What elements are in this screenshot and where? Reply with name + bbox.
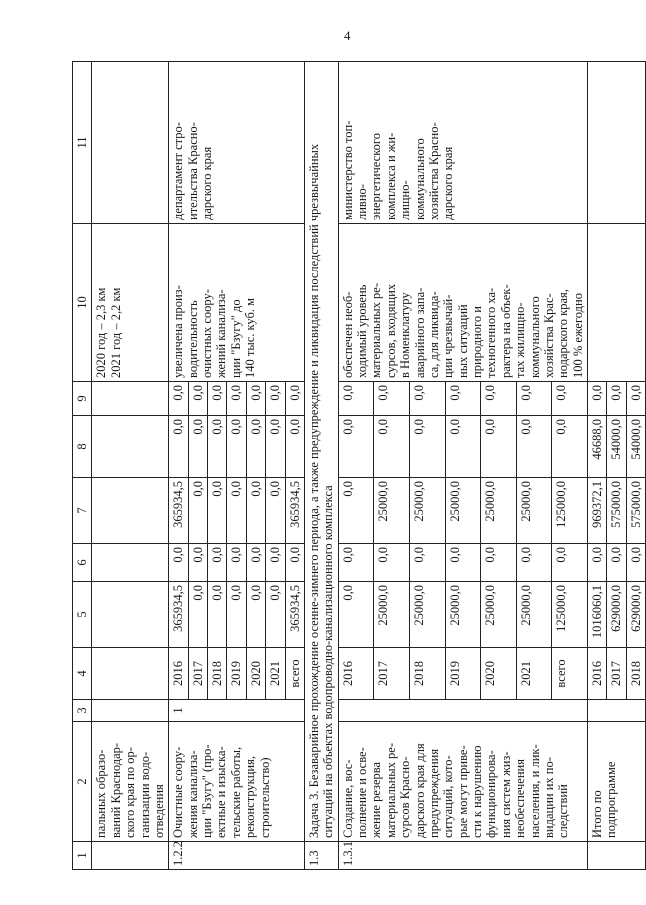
year-cell: 2017: [607, 648, 626, 700]
continuation-years-line: 2020 год – 2,3 км: [94, 287, 109, 378]
section-131-result-line: коммунального: [527, 296, 542, 378]
col7-cell: 0,0: [188, 478, 207, 544]
section-131-name-line: сурсов Красно-: [398, 756, 413, 838]
col5-cell: 0,0: [338, 582, 374, 648]
continuation-years-line: 2021 год – 2,2 км: [108, 287, 123, 378]
col5-cell: 0,0: [246, 582, 265, 648]
section-131-name: [338, 722, 587, 842]
col5-cell: 125000,0: [552, 582, 588, 648]
empty-cell: [92, 62, 169, 224]
rotated-table-area: [72, 62, 643, 870]
task3-text-line: ситуаций на объектах водопроводно-канализационного комплекса: [321, 485, 336, 838]
year-cell: всего: [285, 648, 304, 700]
section-131-result-line: обеспечен необ-: [340, 291, 355, 378]
section-131-row: [338, 62, 374, 870]
col5-cell: 25000,0: [409, 582, 445, 648]
section-131-name-line: рые могут приве-: [455, 745, 470, 838]
continuation-name-line: ского края по ор-: [123, 747, 138, 838]
section-122-executor-line: дарского края: [200, 146, 214, 220]
year-cell: 2020: [481, 648, 517, 700]
col7-cell: 125000,0: [552, 478, 588, 544]
total-label-line: Итого по: [590, 790, 604, 838]
section-131-name-line: ния систем жиз-: [498, 751, 513, 838]
page-number: 4: [344, 28, 351, 43]
section-122-result-line: ции "Бзугу" до: [228, 299, 243, 378]
section-131-result-line: тах жилищно-: [513, 302, 528, 378]
year-cell: 2016: [169, 648, 188, 700]
col8-cell: 0,0: [266, 416, 285, 478]
col7-cell: 25000,0: [481, 478, 517, 544]
col7-cell: 25000,0: [516, 478, 552, 544]
section-131-result-line: са, для ликвида-: [426, 291, 441, 378]
col9-cell: 0,0: [516, 382, 552, 416]
col5-cell: 365934,5: [169, 582, 188, 648]
total-row: [588, 62, 607, 870]
section-131-num: 1.3.1: [338, 842, 587, 870]
section-131-name-line: следствий: [556, 784, 571, 838]
section-131-name-line: дарского края для: [412, 743, 427, 838]
section-122-executor-line: департамент стро-: [171, 122, 186, 220]
col7-cell: 25000,0: [374, 478, 410, 544]
program-table: [72, 61, 646, 870]
col6-cell: 0,0: [626, 544, 645, 582]
column-header: 5: [73, 582, 92, 648]
year-cell: 2016: [338, 648, 374, 700]
section-122-name-line: ектные и изыска-: [214, 746, 229, 838]
section-131-result-line: материальных ре-: [369, 282, 384, 378]
col9-cell: 0,0: [208, 382, 227, 416]
section-122-row: [169, 62, 188, 870]
empty-cell: [92, 416, 169, 478]
column-header: 10: [73, 224, 92, 382]
section-131-executor-line: лищно-: [398, 180, 413, 220]
col6-cell: 0,0: [227, 544, 246, 582]
column-header: 8: [73, 416, 92, 478]
year-cell: 2020: [246, 648, 265, 700]
total-executor: [588, 62, 646, 224]
section-122-result-line: водительность: [185, 300, 200, 378]
section-122-name-line: Очистные соору-: [171, 746, 186, 838]
col8-cell: 0,0: [409, 416, 445, 478]
col7-cell: 365934,5: [169, 478, 188, 544]
section-131-executor-line: ливно-: [355, 184, 369, 220]
total-label: [588, 722, 646, 842]
col8-cell: 0,0: [227, 416, 246, 478]
section-131-name-line: видации их по-: [541, 757, 556, 838]
col9-cell: 0,0: [338, 382, 374, 416]
continuation-name-line: пальных образо-: [94, 749, 109, 838]
col9-cell: 0,0: [374, 382, 410, 416]
col7-cell: 25000,0: [445, 478, 481, 544]
section-131-result-line: в Номенклатуру: [398, 292, 413, 378]
col8-cell: 0,0: [208, 416, 227, 478]
section-131-result-line: нодарского края,: [556, 289, 571, 378]
year-cell: 2021: [516, 648, 552, 700]
section-131-name-line: полнение и осве-: [355, 747, 369, 838]
col8-cell: 0,0: [552, 416, 588, 478]
col6-cell: 0,0: [338, 544, 374, 582]
col5-cell: 0,0: [188, 582, 207, 648]
year-cell: 2018: [208, 648, 227, 700]
col7-cell: 0,0: [208, 478, 227, 544]
col6-cell: 0,0: [552, 544, 588, 582]
col7-cell: 25000,0: [409, 478, 445, 544]
section-122-name-line: ции "Бзугу" (про-: [200, 744, 214, 838]
col5-cell: 25000,0: [374, 582, 410, 648]
section-131-name-line: населения, и лик-: [527, 744, 542, 838]
section-131-result-line: ных ситуаций: [455, 304, 470, 378]
section-131-executor-line: дарского края: [441, 146, 456, 220]
column-header: 4: [73, 648, 92, 700]
section-131-name-line: ситуаций, кото-: [441, 755, 456, 838]
col6-cell: 0,0: [374, 544, 410, 582]
col6-cell: 0,0: [409, 544, 445, 582]
col7-cell: 0,0: [246, 478, 265, 544]
col6-cell: 0,0: [208, 544, 227, 582]
col7-cell: 0,0: [338, 478, 374, 544]
section-131-name-line: предупреждения: [426, 748, 441, 838]
col9-cell: 0,0: [626, 382, 645, 416]
section-131-result-line: 100 % ежегодно: [570, 293, 585, 378]
col9-cell: 0,0: [227, 382, 246, 416]
col6-cell: 0,0: [188, 544, 207, 582]
col5-cell: 629000,0: [626, 582, 645, 648]
col8-cell: 0,0: [445, 416, 481, 478]
col6-cell: 0,0: [246, 544, 265, 582]
total-num: [588, 842, 646, 870]
section-122-executor: [169, 62, 305, 224]
section-131-result-line: сурсов, входящих: [383, 283, 398, 378]
col7-cell: 575000,0: [607, 478, 626, 544]
col6-cell: 0,0: [607, 544, 626, 582]
col8-cell: 0,0: [481, 416, 517, 478]
column-header: 6: [73, 544, 92, 582]
section-122-name-line: жения канализа-: [185, 750, 200, 838]
col7-cell: 969372,1: [588, 478, 607, 544]
col8-cell: 0,0: [246, 416, 265, 478]
year-cell: 2019: [445, 648, 481, 700]
section-131-result-line: хозяйства Крас-: [541, 293, 556, 378]
section-122-name-line: строительство): [257, 757, 272, 838]
task3-row: [304, 62, 338, 870]
col7-cell: 575000,0: [626, 478, 645, 544]
section-131-executor: [338, 62, 587, 224]
column-header: 7: [73, 478, 92, 544]
col9-cell: 0,0: [481, 382, 517, 416]
year-cell: всего: [552, 648, 588, 700]
section-122-result-line: жений канализа-: [214, 289, 229, 378]
section-131-executor-line: министерство топ-: [340, 120, 355, 220]
section-122-result-line: очистных соору-: [200, 289, 214, 378]
section-131-result-line: ходимый уровень: [355, 284, 369, 378]
empty-cell: [92, 648, 169, 700]
section-131-executor-line: хозяйства Красно-: [426, 122, 441, 220]
section-122-result-line: 140 тыс. куб. м: [243, 297, 258, 378]
section-131-result-line: техногенного ха-: [484, 287, 499, 378]
year-cell: 2017: [374, 648, 410, 700]
section-131-executor-line: энергетического: [369, 133, 384, 220]
section-131-mark: [338, 700, 587, 722]
section-131-name-line: функционирова-: [484, 750, 499, 838]
section-131-name-line: необеспечения: [513, 759, 528, 838]
col9-cell: 0,0: [445, 382, 481, 416]
total-label-line: подпрограмме: [604, 761, 619, 838]
section-131-executor-line: коммунального: [412, 138, 427, 220]
section-122-num: 1.2.2: [169, 842, 305, 870]
year-cell: 2018: [626, 648, 645, 700]
continuation-name-line: отведения: [151, 784, 166, 838]
task3-text-line: Задача 3. Безаварийное прохождение осенне-зимнего периода, а также предупреждение и ликвидация последствий чрезвычайных: [306, 143, 321, 838]
total-mark: [588, 700, 646, 722]
continuation-years: [92, 224, 169, 382]
column-header: 11: [73, 62, 92, 224]
col5-cell: 0,0: [208, 582, 227, 648]
continuation-name-line: ваний Краснодар-: [108, 742, 123, 838]
column-header: 3: [73, 700, 92, 722]
year-cell: 2019: [227, 648, 246, 700]
col9-cell: 0,0: [588, 382, 607, 416]
col5-cell: 25000,0: [445, 582, 481, 648]
section-122-name-line: тельские работы,: [228, 746, 243, 838]
col5-cell: 365934,5: [285, 582, 304, 648]
task3-text: [304, 62, 338, 842]
section-131-result: [338, 224, 587, 382]
section-131-name-line: материальных ре-: [383, 742, 398, 838]
col7-cell: 0,0: [227, 478, 246, 544]
empty-cell: [92, 700, 169, 722]
col8-cell: 0,0: [169, 416, 188, 478]
section-122-result: [169, 224, 305, 382]
section-122-name: [169, 722, 305, 842]
col5-cell: 0,0: [266, 582, 285, 648]
col9-cell: 0,0: [409, 382, 445, 416]
col6-cell: 0,0: [445, 544, 481, 582]
section-122-mark: 1: [169, 700, 305, 722]
section-131-name-line: Создание, вос-: [340, 759, 355, 838]
col6-cell: 0,0: [169, 544, 188, 582]
year-cell: 2018: [409, 648, 445, 700]
col8-cell: 0,0: [516, 416, 552, 478]
col8-cell: 46688,0: [588, 416, 607, 478]
col8-cell: 0,0: [338, 416, 374, 478]
column-header: 9: [73, 382, 92, 416]
empty-cell: [92, 544, 169, 582]
col5-cell: 25000,0: [516, 582, 552, 648]
num-cell: [92, 842, 169, 870]
continuation-name-line: ганизации водо-: [137, 751, 152, 838]
total-result: [588, 224, 646, 382]
col7-cell: 365934,5: [285, 478, 304, 544]
year-cell: 2021: [266, 648, 285, 700]
continuation-row: [92, 62, 169, 870]
col5-cell: 25000,0: [481, 582, 517, 648]
empty-cell: [92, 382, 169, 416]
col5-cell: 0,0: [227, 582, 246, 648]
col6-cell: 0,0: [481, 544, 517, 582]
year-cell: 2017: [188, 648, 207, 700]
col6-cell: 0,0: [266, 544, 285, 582]
section-131-result-line: аварийного запа-: [412, 287, 427, 378]
col6-cell: 0,0: [516, 544, 552, 582]
col9-cell: 0,0: [552, 382, 588, 416]
col8-cell: 0,0: [285, 416, 304, 478]
table-body: [73, 62, 646, 870]
col9-cell: 0,0: [188, 382, 207, 416]
col8-cell: 0,0: [188, 416, 207, 478]
col9-cell: 0,0: [285, 382, 304, 416]
section-122-name-line: реконструкция,: [243, 755, 258, 838]
section-131-result-line: рактера на объек-: [498, 284, 513, 378]
col5-cell: 1016060,1: [588, 582, 607, 648]
column-header: 2: [73, 722, 92, 842]
column-header: 1: [73, 842, 92, 870]
col9-cell: 0,0: [169, 382, 188, 416]
col9-cell: 0,0: [266, 382, 285, 416]
section-122-executor-line: ительства Красно-: [185, 122, 200, 220]
col8-cell: 54000,0: [607, 416, 626, 478]
col6-cell: 0,0: [588, 544, 607, 582]
section-131-result-line: природного и: [470, 306, 484, 378]
col9-cell: 0,0: [607, 382, 626, 416]
col8-cell: 54000,0: [626, 416, 645, 478]
empty-cell: [92, 582, 169, 648]
section-131-name-line: сти к нарушению: [470, 745, 484, 838]
col6-cell: 0,0: [285, 544, 304, 582]
year-cell: 2016: [588, 648, 607, 700]
col5-cell: 629000,0: [607, 582, 626, 648]
continuation-name: [92, 722, 169, 842]
section-131-result-line: ции чрезвычай-: [441, 294, 456, 378]
section-131-executor-line: комплекса и жи-: [383, 132, 398, 220]
section-131-name-line: жение резерва: [369, 761, 384, 838]
section-122-result-line: увеличена произ-: [171, 285, 186, 378]
empty-cell: [92, 478, 169, 544]
col7-cell: 0,0: [266, 478, 285, 544]
header-row: [73, 62, 92, 870]
col8-cell: 0,0: [374, 416, 410, 478]
task3-num: 1.3: [304, 842, 338, 870]
col9-cell: 0,0: [246, 382, 265, 416]
